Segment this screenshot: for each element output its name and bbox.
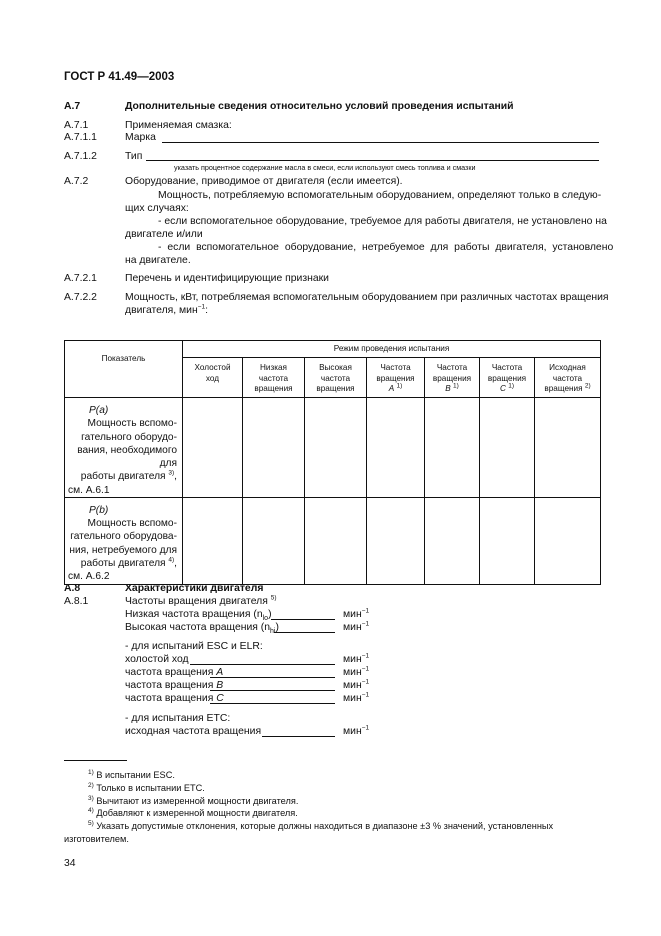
col-low-speed: Низкая частота вращения	[243, 358, 305, 398]
table-cell[interactable]	[367, 398, 425, 498]
paragraph-line: - если вспомогательное оборудование, требуемое для работы двигателя, не установлено на	[158, 216, 607, 227]
idle-field-line[interactable]	[190, 664, 335, 665]
idle-label: холостой ход	[125, 654, 189, 665]
table-cell[interactable]	[305, 398, 367, 498]
row-label-pa: P(a) Мощность вспомо- гательного оборудо- вания, необходимого для работы двигателя $^{3)}$, см. A.6.1	[65, 398, 183, 498]
section-number: A.8	[64, 583, 81, 594]
clause-number: A.7.1.2	[64, 151, 97, 162]
unit-label: мин$^{-1}$	[343, 620, 370, 633]
low-speed-field-line[interactable]	[271, 619, 335, 620]
table-cell[interactable]	[367, 497, 425, 584]
paragraph-line: на двигателе.	[125, 255, 191, 266]
col-speed-a: Частота вращения A $^{1)}$	[367, 358, 425, 398]
row-label-pb: P(b) Мощность вспомо- гательного оборудова- ния, нетребуемого для работы двигателя $^{4)}$, см. A.6.2	[65, 497, 183, 584]
footnote-3: $^{3)}$ Вычитают из измеренной мощности двигателя.	[88, 794, 299, 806]
table-cell[interactable]	[305, 497, 367, 584]
table-cell[interactable]	[480, 497, 535, 584]
high-speed-label: Высокая частота вращения $(n_{hi})$	[125, 622, 279, 636]
footnote-4: $^{4)}$ Добавляют к измеренной мощности двигателя.	[88, 806, 298, 818]
col-speed-c: Частота вращения C $^{1)}$	[480, 358, 535, 398]
table-cell[interactable]	[183, 497, 243, 584]
col-reference-speed: Исходная частота вращения $^{2)}$	[535, 358, 601, 398]
mode-header: Режим проведения испытания	[183, 341, 601, 358]
speed-b-field-line[interactable]	[210, 690, 335, 691]
page-number: 34	[64, 858, 76, 869]
esc-elr-heading: - для испытаний ESC и ELR:	[125, 641, 263, 652]
document-id: ГОСТ Р 41.49—2003	[64, 71, 175, 83]
table-cell[interactable]	[243, 398, 305, 498]
clause-text: Частоты вращения двигателя $^{5)}$	[125, 594, 277, 607]
table-cell[interactable]	[243, 497, 305, 584]
unit-label: мин$^{-1}$	[343, 607, 370, 620]
table-cell[interactable]	[183, 398, 243, 498]
footnote-2: $^{2)}$ Только в испытании ETC.	[88, 781, 205, 793]
low-speed-label: Низкая частота вращения $(n_{lo})$	[125, 609, 272, 623]
table-row	[65, 398, 601, 498]
footnote-1: $^{1)}$ В испытании ESC.	[88, 768, 175, 780]
reference-speed-label: исходная частота вращения	[125, 726, 262, 737]
clause-number: A.8.1	[64, 596, 89, 607]
type-field-note: указать процентное содержание масла в смеси, если используют смесь топлива и смазки	[174, 163, 476, 172]
speed-c-field-line[interactable]	[210, 703, 335, 704]
unit-label: мин$^{-1}$	[343, 724, 370, 737]
speed-c-label: частота вращения C	[125, 693, 224, 704]
speed-a-field-line[interactable]	[210, 677, 335, 678]
high-speed-field-line[interactable]	[274, 632, 335, 633]
reference-speed-field-line[interactable]	[262, 736, 335, 737]
clause-text: Применяемая смазка:	[125, 120, 232, 131]
col-high-speed: Высокая частота вращения	[305, 358, 367, 398]
table-cell[interactable]	[425, 497, 480, 584]
clause-text: Мощность, кВт, потребляемая вспомогательным оборудованием при различных частотах вращения	[125, 292, 609, 303]
clause-number: A.7.2.1	[64, 273, 97, 284]
clause-text: Оборудование, приводимое от двигателя (если имеется).	[125, 176, 403, 187]
paragraph-line: щих случаях:	[125, 203, 189, 214]
indicator-header: Показатель	[65, 341, 183, 398]
table-cell[interactable]	[480, 398, 535, 498]
table-row	[65, 497, 601, 584]
clause-text: двигателя, мин$^{-1}$:	[125, 303, 209, 316]
aux-power-table	[64, 340, 601, 585]
unit-label: мин$^{-1}$	[343, 665, 370, 678]
brand-label: Марка	[125, 132, 156, 143]
col-speed-b: Частота вращения B $^{1)}$	[425, 358, 480, 398]
paragraph-line: - если вспомогательное оборудование, нетребуемое для работы двигателя, установлено	[158, 242, 614, 253]
paragraph-line: двигателе и/или	[125, 229, 203, 240]
type-label: Тип	[125, 151, 143, 162]
unit-label: мин$^{-1}$	[343, 678, 370, 691]
section-title: Характеристики двигателя	[125, 583, 264, 594]
etc-heading: - для испытания ETC:	[125, 713, 231, 724]
speed-a-label: частота вращения A	[125, 667, 224, 678]
paragraph-line: Мощность, потребляемую вспомогательным оборудованием, определяют только в следую-	[158, 190, 602, 201]
clause-number: A.7.2	[64, 176, 89, 187]
speed-b-label: частота вращения B	[125, 680, 224, 691]
clause-number: A.7.2.2	[64, 292, 97, 303]
section-number: A.7	[64, 101, 81, 112]
footnote-5-continued: изготовителем.	[64, 834, 129, 844]
unit-label: мин$^{-1}$	[343, 691, 370, 704]
table-cell[interactable]	[535, 497, 601, 584]
brand-field-line[interactable]	[162, 142, 599, 143]
table-cell[interactable]	[425, 398, 480, 498]
type-field-line[interactable]	[146, 160, 599, 161]
footnote-5: $^{5)}$ Указать допустимые отклонения, которые должны находиться в диапазоне ±3 % значений, установленных	[88, 819, 554, 831]
footnote-separator	[64, 760, 127, 761]
clause-number: A.7.1.1	[64, 132, 97, 143]
section-title: Дополнительные сведения относительно условий проведения испытаний	[125, 101, 514, 112]
col-idle: Холостой ход	[183, 358, 243, 398]
table-cell[interactable]	[535, 398, 601, 498]
clause-text: Перечень и идентифицирующие признаки	[125, 273, 329, 284]
clause-number: A.7.1	[64, 120, 89, 131]
unit-label: мин$^{-1}$	[343, 652, 370, 665]
